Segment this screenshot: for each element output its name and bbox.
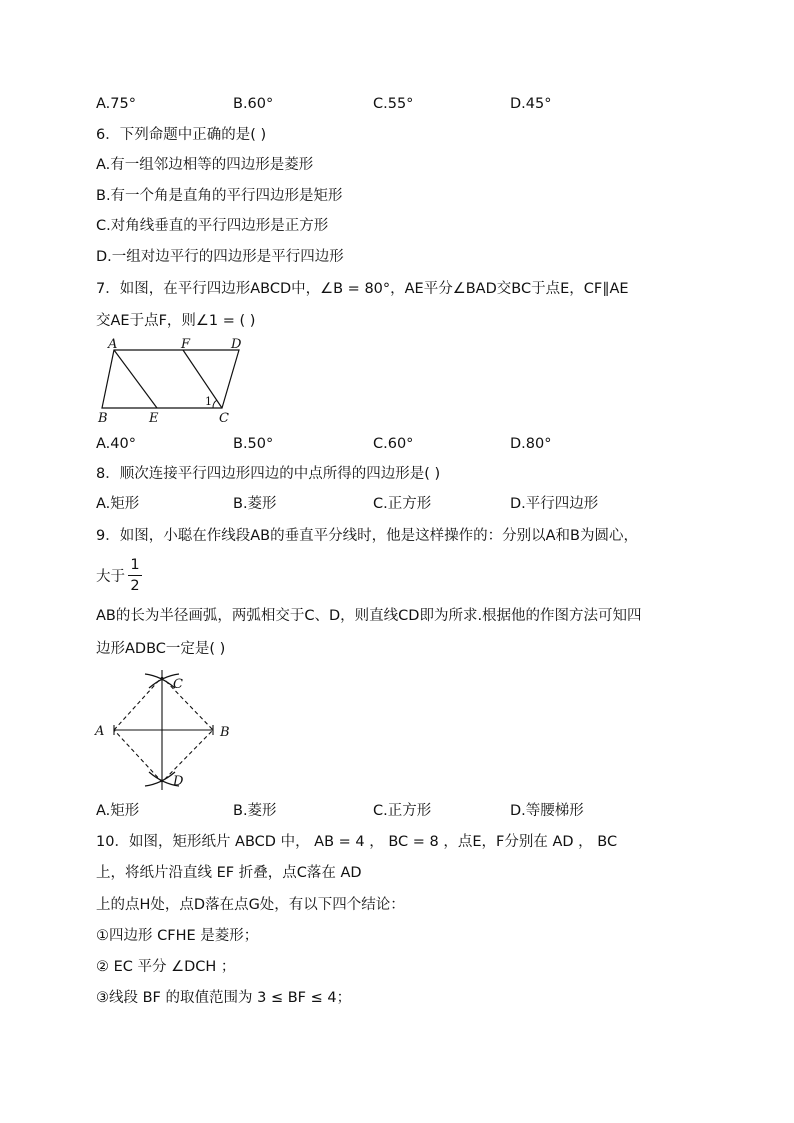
label-b: B (220, 725, 230, 740)
q6-option-a: A.有一组邻边相等的四边形是菱形 (96, 157, 314, 173)
q8-options (96, 494, 696, 514)
label-c: C (219, 411, 229, 426)
q10-stem-line2: 上，将纸片沿直线 EF 折叠，点C落在 AD (96, 865, 362, 881)
q8-option-b: B.菱形 (233, 496, 277, 512)
q6-stem: 6．下列命题中正确的是( ) (96, 127, 267, 143)
label-e: E (149, 411, 159, 426)
q9-fraction-one-half (128, 556, 142, 595)
q7-stem-line2: 交AE于点F，则∠1 = ( ) (96, 313, 256, 329)
q9-stem-line2-prefix: 大于 (96, 569, 125, 585)
q5-options (96, 94, 696, 114)
q9-construction-figure (93, 666, 243, 796)
fraction-bar (128, 575, 142, 576)
segment-ae (114, 350, 157, 408)
q8-option-d: D.平行四边形 (510, 496, 599, 512)
q7-option-d: D.80° (510, 436, 552, 452)
q5-option-d: D.45° (510, 96, 552, 112)
label-a: A (95, 724, 105, 739)
q7-parallelogram-figure (95, 338, 255, 428)
angle-1-arc (213, 400, 217, 408)
label-angle-1: 1 (205, 395, 212, 408)
label-a: A (108, 337, 118, 352)
q6-option-d: D.一组对边平行的四边形是平行四边形 (96, 249, 344, 265)
q9-option-a: A.矩形 (96, 803, 140, 819)
q9-option-c: C.正方形 (373, 803, 432, 819)
q5-option-a: A.75° (96, 96, 136, 112)
q7-option-c: C.60° (373, 436, 414, 452)
label-c: C (173, 677, 183, 692)
q9-stem-line4: 边形ADBC一定是( ) (96, 641, 226, 657)
q8-option-a: A.矩形 (96, 496, 140, 512)
q10-stem-line3: 上的点H处，点D落在点G处，有以下四个结论： (96, 897, 405, 913)
q9-stem-line1: 9．如图，小聪在作线段AB的垂直平分线时，他是这样操作的：分别以A和B为圆心， (96, 528, 638, 544)
segment-cf (183, 350, 222, 408)
q7-stem-line1: 7．如图，在平行四边形ABCD中，∠B = 80°，AE平分∠BAD交BC于点E，CF∥AE (96, 281, 629, 297)
q10-conclusion-3: ③线段 BF 的取值范围为 3 ≤ BF ≤ 4； (96, 990, 352, 1006)
q7-options (96, 434, 696, 454)
q10-conclusion-1: ①四边形 CFHE 是菱形； (96, 928, 259, 944)
q6-option-b: B.有一个角是直角的平行四边形是矩形 (96, 188, 343, 204)
q9-option-b: B.菱形 (233, 803, 277, 819)
q10-conclusion-2: ② EC 平分 ∠DCH ； (96, 959, 236, 975)
q5-option-c: C.55° (373, 96, 414, 112)
fraction-numerator: 1 (130, 557, 140, 573)
q6-option-c: C.对角线垂直的平行四边形是正方形 (96, 218, 329, 234)
q8-option-c: C.正方形 (373, 496, 432, 512)
q9-stem-line3: AB的长为半径画弧，两弧相交于C、D，则直线CD即为所求.根据他的作图方法可知四 (96, 608, 642, 624)
q10-stem-line1: 10．如图，矩形纸片 ABCD 中， AB = 4 ， BC = 8 ，点E，F分别在 AD ， BC (96, 834, 618, 850)
fraction-denominator: 2 (130, 578, 140, 594)
q8-stem: 8．顺次连接平行四边形四边的中点所得的四边形是( ) (96, 466, 441, 482)
q9-option-d: D.等腰梯形 (510, 803, 584, 819)
label-b: B (98, 411, 108, 426)
parallelogram-abcd (102, 350, 239, 408)
q9-options (96, 801, 696, 821)
label-f: F (181, 337, 191, 352)
q5-option-b: B.60° (233, 96, 274, 112)
q7-option-a: A.40° (96, 436, 136, 452)
label-d: D (173, 774, 184, 789)
q7-option-b: B.50° (233, 436, 274, 452)
label-d: D (231, 337, 242, 352)
